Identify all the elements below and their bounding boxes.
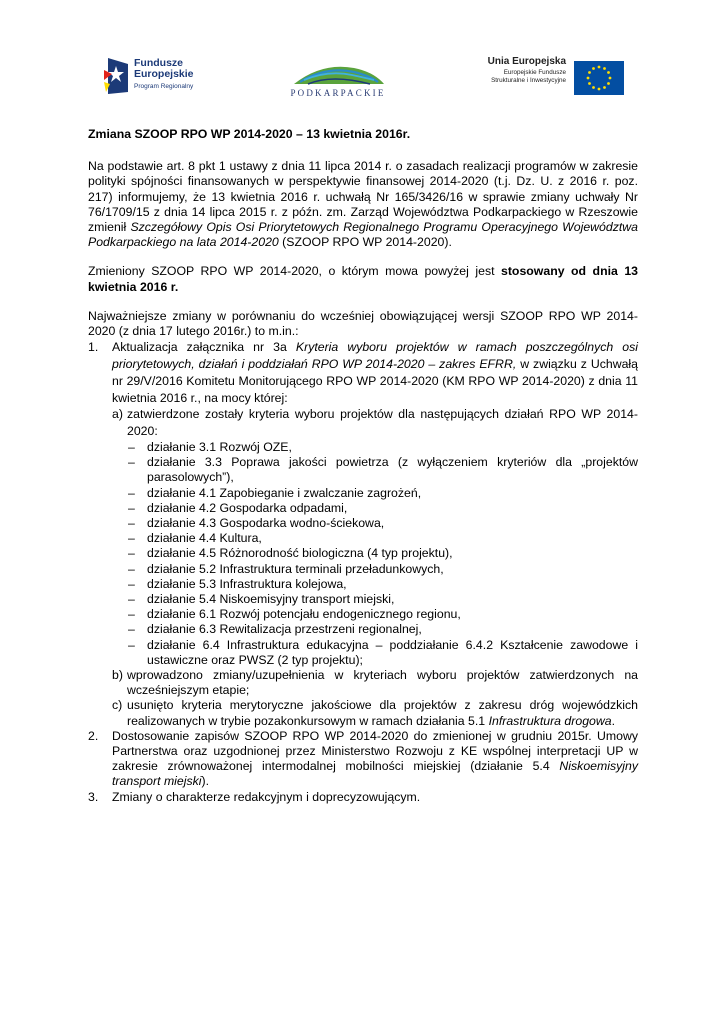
sub-item-c: c) usunięto kryteria merytoryczne jakościowe dla projektów z zakresu dróg wojewódzkich realizowanych w trybie pozakonkursowym w ramach działania 5.1 Infrastruktura drogowa. (112, 698, 638, 728)
fe-line2: Europejskie (134, 68, 194, 80)
list-number: 1. (88, 340, 99, 355)
fundusze-europejskie-logo (104, 56, 224, 100)
dash-item: – działanie 6.3 Rewitalizacja przestrzeni regionalnej, (128, 622, 422, 637)
p2-bold: stosowany od dnia 13 kwietnia 2016 r. (88, 264, 638, 294)
dash-item: – działanie 5.3 Infrastruktura kolejowa, (128, 576, 347, 591)
sub-b-text: wprowadzono zmiany/uzupełnienia w kryteriach wyboru projektów zatwierdzonych na wcześniejszym etapie; (127, 668, 638, 698)
list-number: 2. (88, 728, 99, 743)
sub-a-text: zatwierdzone zostały kryteria wyboru projektów dla następujących działań RPO WP 2014-2020: (127, 407, 638, 439)
doc-title: Zmiana SZOOP RPO WP 2014-2020 – 13 kwietnia 2016r. (88, 127, 411, 141)
p1-italic: Szczegółowy Opis Osi Priorytetowych Regionalnego Programu Operacyjnego Województwa Podkarpackiego na lata 2014-2020 (88, 220, 638, 250)
dash-item: – działanie 6.1 Rozwój potencjału endogenicznego regionu, (128, 607, 461, 622)
paragraph-applied-from (88, 264, 638, 294)
eu-flag-icon (574, 61, 624, 95)
dash-item: – działanie 4.3 Gospodarka wodno-ściekowa, (128, 516, 385, 531)
item3-text: Zmiany o charakterze redakcyjnym i doprecyzowującym. (112, 789, 421, 804)
dash-item: – działanie 3.3 Poprawa jakości powietrza (z wyłączeniem kryteriów dla „projektów parasolowych”), (128, 455, 638, 485)
paragraph-legal-basis (88, 159, 638, 250)
dash-item: – działanie 4.4 Kultura, (128, 531, 262, 546)
sub-c-text: usunięto kryteria merytoryczne jakościowe dla projektów z zakresu dróg wojewódzkich realizowanych w trybie pozakonkursowym w ramach działania 5.1 (127, 698, 638, 728)
item2-text-b: ). (201, 774, 210, 789)
fe-line1: Fundusze (134, 57, 183, 69)
sub-item-b (112, 668, 638, 698)
logo-bar (0, 52, 725, 102)
sub-items-bc (88, 668, 638, 729)
podkarpackie-logo (282, 58, 394, 102)
list-item-1 (88, 339, 638, 440)
p1-text-a: Na podstawie art. 8 pkt 1 ustawy z dnia 11 lipca 2014 r. o zasadach realizacji programów w zakresie polityki spójności finansowanych w perspektywie finansowej 2014-2020 (t.j. Dz. U. z 2016 r. poz. 217) informujemy, że 13 kwietnia 2016 r. uchwałą Nr 165/3426/16 w sprawie zmiany uchwały Nr 76/1709/15 z dnia 14 lipca 2015 r. z późn. zm. Zarząd Województwa Podkarpackiego w Rzeszowie zmienił (88, 159, 638, 235)
dash-item: – działanie 3.1 Rozwój OZE, (128, 440, 292, 455)
dash-item: – działanie 4.2 Gospodarka odpadami, (128, 500, 348, 515)
item1-text-a: Aktualizacja załącznika nr 3a (112, 340, 296, 355)
item2-text-a: Dostosowanie zapisów SZOOP RPO WP 2014-2020 do zmienionej w grudniu 2015r. Umowy Partnerstwa oraz uzgodnionej przez Ministerstwo Rozwoju z KE wspólnej interpretacji UP w zakresie zrównoważonej intermodalnej mobilności miejskiej (działanie 5.4 (112, 728, 638, 774)
item1-text-b: w związku z Uchwałą nr 29/V/2016 Komitetu Monitorującego RPO WP 2014-2020 (KM RPO WP 2014-2020) z dnia 11 kwietnia 2016 r., na mocy której: (112, 357, 638, 405)
p2-text: Zmieniony SZOOP RPO WP 2014-2020, o którym mowa powyżej jest (88, 264, 501, 279)
ue-line3: Strukturalne i Inwestycyjne (491, 77, 566, 84)
fe-line3: Program Regionalny (134, 83, 194, 90)
sub-letter: c) (112, 698, 123, 713)
dash-item: – działanie 5.2 Infrastruktura terminali przeładunkowych, (128, 561, 444, 576)
sub-item-a (112, 406, 638, 440)
paragraph-changes-intro: Najważniejsze zmiany w porównaniu do wcześniej obowiązującej wersji SZOOP RPO WP 2014-2020 (z dnia 17 lutego 2016r.) to m.in.: (88, 308, 638, 339)
unia-europejska-logo (484, 56, 624, 100)
dash-item: – działanie 4.5 Różnorodność biologiczna (4 typ projektu), (128, 546, 453, 561)
item1-italic: Kryteria wyboru projektów w ramach poszczególnych osi priorytetowych, działań i poddziałań RPO WP 2014-2020 – zakres EFRR, (112, 340, 638, 372)
dash-list (88, 440, 638, 668)
item2-italic: Niskoemisyjny transport miejski (112, 759, 638, 789)
ue-title: Unia Europejska (487, 56, 566, 67)
fe-star-icon (104, 56, 132, 96)
p1-text-b: (SZOOP RPO WP 2014-2020). (278, 235, 452, 250)
list-number: 3. (88, 789, 99, 804)
sub-letter: a) (112, 407, 123, 422)
sub-letter: b) (112, 668, 123, 683)
podkarpackie-hills-icon (282, 58, 394, 88)
ue-line2: Europejskie Fundusze (503, 69, 566, 76)
dash-item: – działanie 5.4 Niskoemisyjny transport miejski, (128, 592, 395, 607)
list-item-3 (88, 790, 638, 805)
sub-c-italic: Infrastruktura drogowa (488, 713, 612, 728)
podkarpackie-text: PODKARPACKIE (290, 88, 386, 98)
document-body (88, 127, 638, 805)
dash-item: – działanie 4.1 Zapobieganie i zwalczanie zagrożeń, (128, 485, 422, 500)
list-item-2 (88, 729, 638, 790)
dash-item: – działanie 6.4 Infrastruktura edukacyjna – poddziałanie 6.4.2 Kształcenie zawodowe i ustawiczne oraz PWSZ (2 typ projektu); (128, 637, 638, 667)
